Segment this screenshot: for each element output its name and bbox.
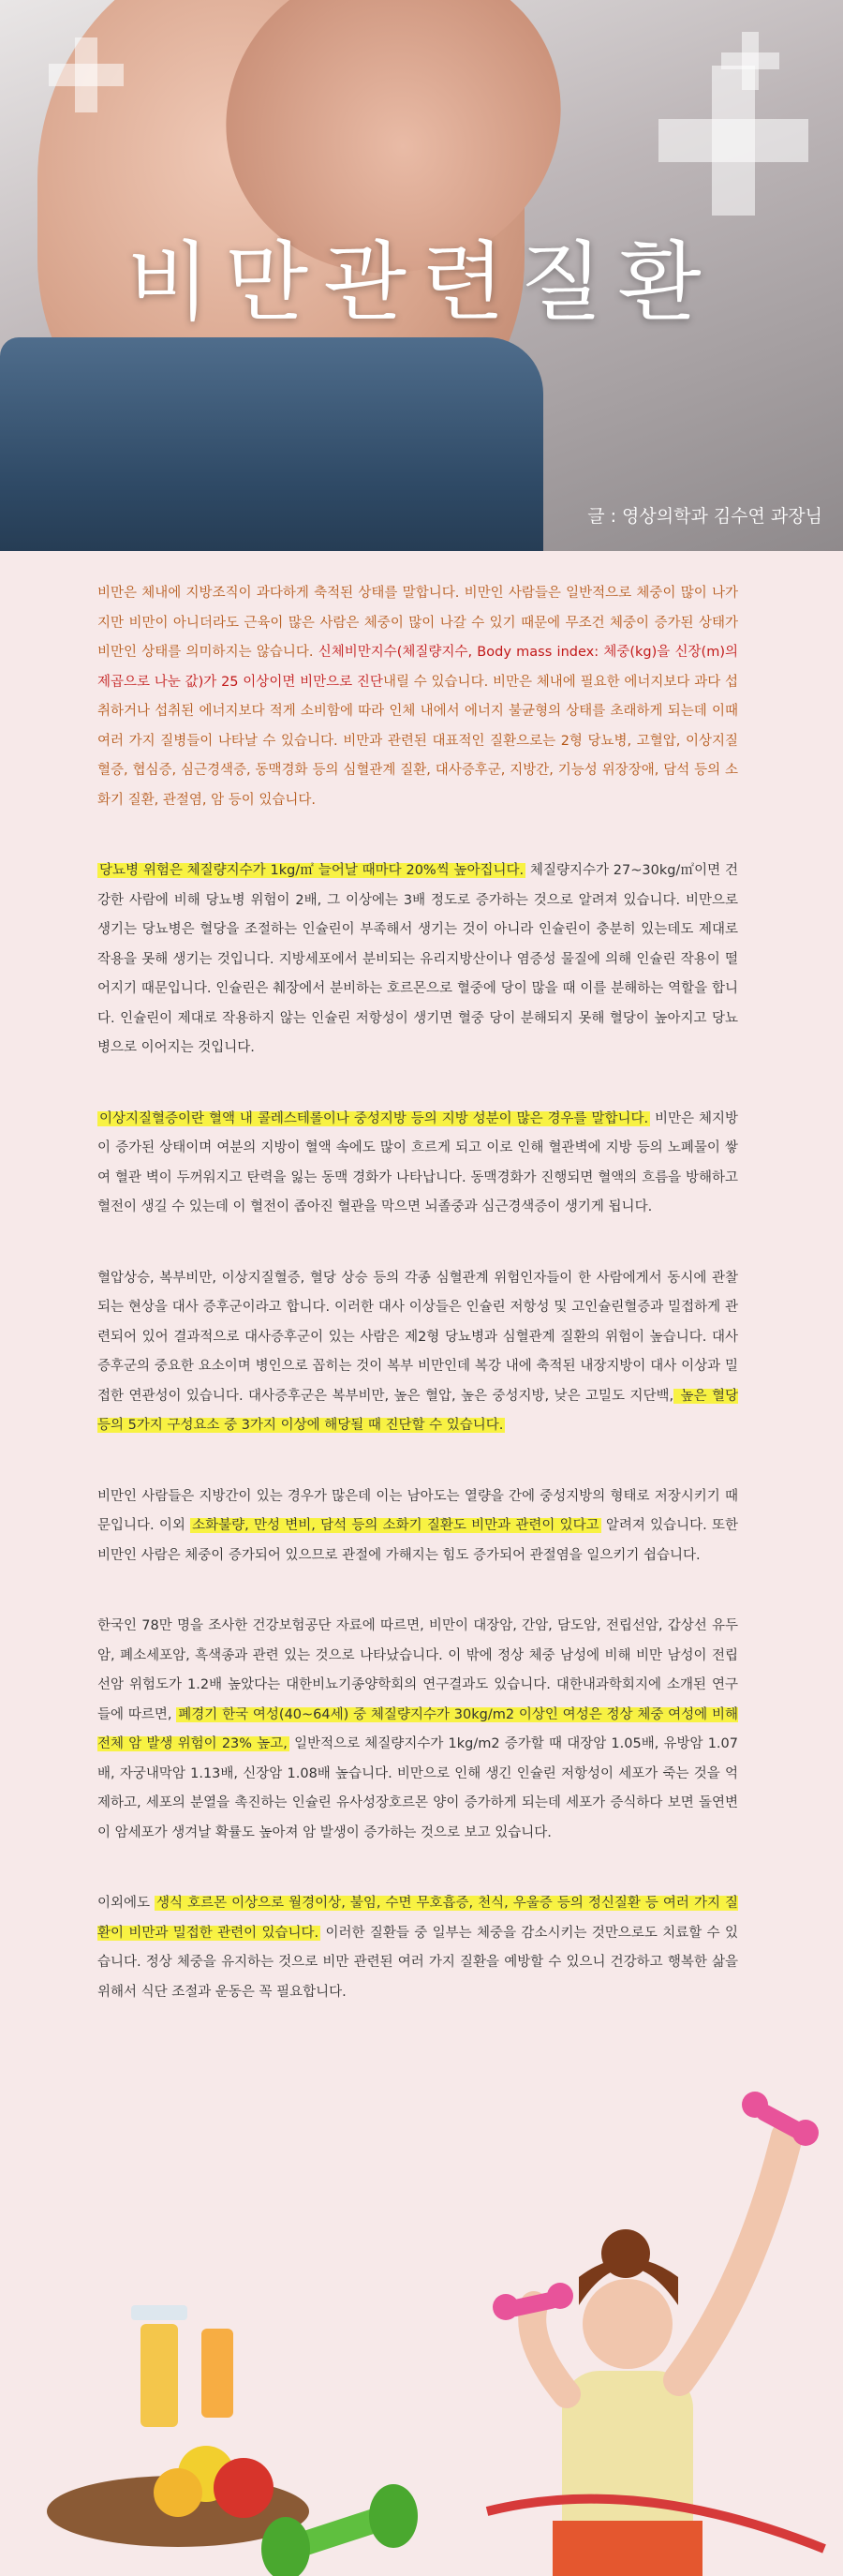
- article-paragraph: [97, 579, 738, 815]
- fruit-tray: [47, 2305, 309, 2547]
- article-paragraph: [97, 856, 738, 1064]
- emphasized-text: 신체비만지수(체질량지수, Body mass index: 체중(kg)을 신장(m)의 제곱으로 나눈 값)가 25 이상이면 비만으로 진단: [97, 645, 738, 690]
- jeans-photo: [0, 337, 543, 551]
- paragraph-text: 일반적으로 체질량지수가 1kg/m2 증가할 때 대장암 1.05배, 유방암 1.07배, 자궁내막암 1.13배, 신장암 1.08배 높습니다. 비만으로 인해 생긴 인슐린 저항성이 세포가 죽는 것을 억제하고, 세포의 분열을 촉진하는 인슐린 유사성장호르몬 양이 증가하게 되는데 세포가 증식하다 보면 돌연변이 암세포가 생겨날 확률도 높아져 암 발생이 증가하는 것으로 보고 있습니다.: [97, 1736, 738, 1840]
- highlighted-text: 생식 호르몬 이상으로 월경이상, 불임, 수면 무호흡증, 천식, 우울증 등의 정신질환 등 여러 가지 질환이 비만과 밀접한 관련이 있습니다.: [97, 1896, 738, 1941]
- page-title: 비만관련질환: [126, 232, 717, 333]
- paragraph-text: 이러한 질환들 중 일부는 체중을 감소시키는 것만으로도 치료할 수 있습니다. 정상 체중을 유지하는 것으로 비만 관련된 여러 가지 질환을 예방할 수 있으니 건강하고 행복한 삶을 위해서 식단 조절과 운동은 꼭 필요합니다.: [97, 1925, 738, 2000]
- highlighted-text: 소화불량, 만성 변비, 담석 등의 소화기 질환도 비만과 관련이 있다고: [192, 1518, 599, 1533]
- article-paragraph: [97, 1612, 738, 1848]
- author-credit: 글 : 영상의학과 김수연 과장님: [587, 506, 822, 527]
- article-paragraph: [97, 1105, 738, 1223]
- paragraph-text: 비만은 체지방이 증가된 상태이며 여분의 지방이 혈액 속에도 많이 흐르게 되고 이로 인해 혈관벽에 지방 등의 노폐물이 쌓여 혈관 벽이 두꺼워지고 탄력을 잃는 동맥 경화가 나타납니다. 동맥경화가 진행되면 혈액의 흐름을 방해하고 혈전이 생길 수 있는데 이 혈전이 좁아진 혈관을 막으면 뇌졸중과 심근경색증이 생기게 됩니다.: [97, 1110, 738, 1214]
- paragraph-text: 혈압상승, 복부비만, 이상지질혈증, 혈당 상승 등의 각종 심혈관계 위험인자들이 한 사람에게서 동시에 관찰되는 현상을 대사 증후군이라고 합니다. 이러한 대사 이상들은 인슐린 저항성 및 고인슐린혈증과 밀접하게 관련되어 있어 결과적으로 대사증후군이 있는 사람은 제2형 당뇨병과 심혈관계 질환의 위험이 높습니다. 대사증후군의 중요한 요소이며 병인으로 꼽히는 것이 복부 비만인데 복강 내에 축적된 내장지방이 대사 이상과 밀접한 연관성이 있습니다. 대사증후군은 복부비만, 높은 혈압, 높은 중성지방, 낮은 고밀도 지단백,: [97, 1270, 738, 1404]
- article-paragraph: [97, 1889, 738, 2007]
- highlighted-text: 폐경기 한국 여성(40~64세) 중 체질량지수가 30kg/m2 이상인 여성은 정상 체중 여성에 비해 전체 암 발생 위험이 23% 높고,: [97, 1706, 738, 1751]
- highlighted-text: 이상지질혈증이란 혈액 내 콜레스테롤이나 중성지방 등의 지방 성분이 많은 경우를 말합니다.: [99, 1110, 649, 1126]
- article-body: [97, 579, 738, 2048]
- article-paragraph: [97, 1264, 738, 1441]
- paragraph-text: 알려져 있습니다. 또한 비만인 사람은 체중이 증가되어 있으므로 관절에 가해지는 힘도 증가되어 관절염을 일으키기 쉽습니다.: [97, 1518, 739, 1563]
- hero-banner: [0, 0, 843, 551]
- highlighted-text: 당뇨병 위험은 체질량지수가 1kg/㎡ 늘어날 때마다 20%씩 높아집니다.: [99, 863, 525, 878]
- highlighted-text: 높은 혈당 등의 5가지 구성요소 중 3가지 이상에 해당될 때 진단할 수 있습니다.: [97, 1388, 738, 1433]
- paragraph-text: 내릴 수 있습니다. 비만은 체내에 필요한 에너지보다 과다 섭취하거나 섭취된 에너지보다 적게 소비함에 따라 인체 내에서 에너지 불균형의 상태를 초래하게 되는데 이때 여러 가지 질병들이 나타날 수 있습니다. 비만과 관련된 대표적인 질환으로는 2형 당뇨병, 고혈압, 이상지질혈증, 협심증, 심근경색증, 동맥경화 등의 심혈관계 질환, 대사증후군, 지방간, 기능성 위장장애, 담석 등의 소화기 질환, 관절염, 암 등이 있습니다.: [97, 674, 739, 808]
- plus-decoration: [49, 64, 124, 86]
- paragraph-text: 체질량지수가 27~30kg/㎡이면 건강한 사람에 비해 당뇨병 위험이 2배, 그 이상에는 3배 정도로 증가하는 것으로 알려져 있습니다. 비만으로 생기는 당뇨병은 혈당을 조절하는 인슐린이 부족해서 생기는 것이 아니라 인슐린이 충분히 있는데도 제대로 작용을 못해 생기는 것입니다. 지방세포에서 분비되는 유리지방산이나 염증성 물질에 의해 인슐린 작용이 떨어지기 때문입니다. 인슐린은 췌장에서 분비하는 호르몬으로 혈중에 당이 많을 때 이를 분해하는 역할을 합니다. 인슐린이 제대로 작용하지 않는 인슐린 저항성이 생기면 혈중 당이 분해되지 못해 혈당이 높아지고 당뇨병으로 이어지는 것입니다.: [97, 863, 738, 1055]
- article-paragraph: [97, 1482, 738, 1571]
- paragraph-text: 이외에도: [97, 1896, 155, 1911]
- footer-illustration: [0, 2024, 843, 2576]
- plus-decoration: [721, 52, 779, 69]
- plus-decoration: [658, 119, 808, 162]
- woman-with-dumbbells: [487, 2092, 824, 2576]
- paragraph-text: 비만은 체내에 지방조직이 과다하게 축적된 상태를 말합니다. 비만인 사람들은 일반적으로 체중이 많이 나가지만 비만이 아니더라도 근육이 많은 사람은 체중이 많이 나갈 수 있기 때문에 무조건 체중이 증가된 상태가 비만인 상태를 의미하지는 않습니다.: [97, 586, 738, 660]
- paragraph-text: 비만인 사람들은 지방간이 있는 경우가 많은데 이는 남아도는 열량을 간에 중성지방의 형태로 저장시키기 때문입니다. 이외: [97, 1488, 738, 1533]
- paragraph-text: 한국인 78만 명을 조사한 건강보험공단 자료에 따르면, 비만이 대장암, 간암, 담도암, 전립선암, 갑상선 유두암, 폐소세포암, 흑색종과 관련 있는 것으로 나타났습니다. 이 밖에 정상 체중 남성에 비해 비만 남성이 전립선암 위험도가 1.2배 높았다는 대한비뇨기종양학회의 연구결과도 있습니다. 대한내과학회지에 소개된 연구들에 따르면,: [97, 1618, 738, 1722]
